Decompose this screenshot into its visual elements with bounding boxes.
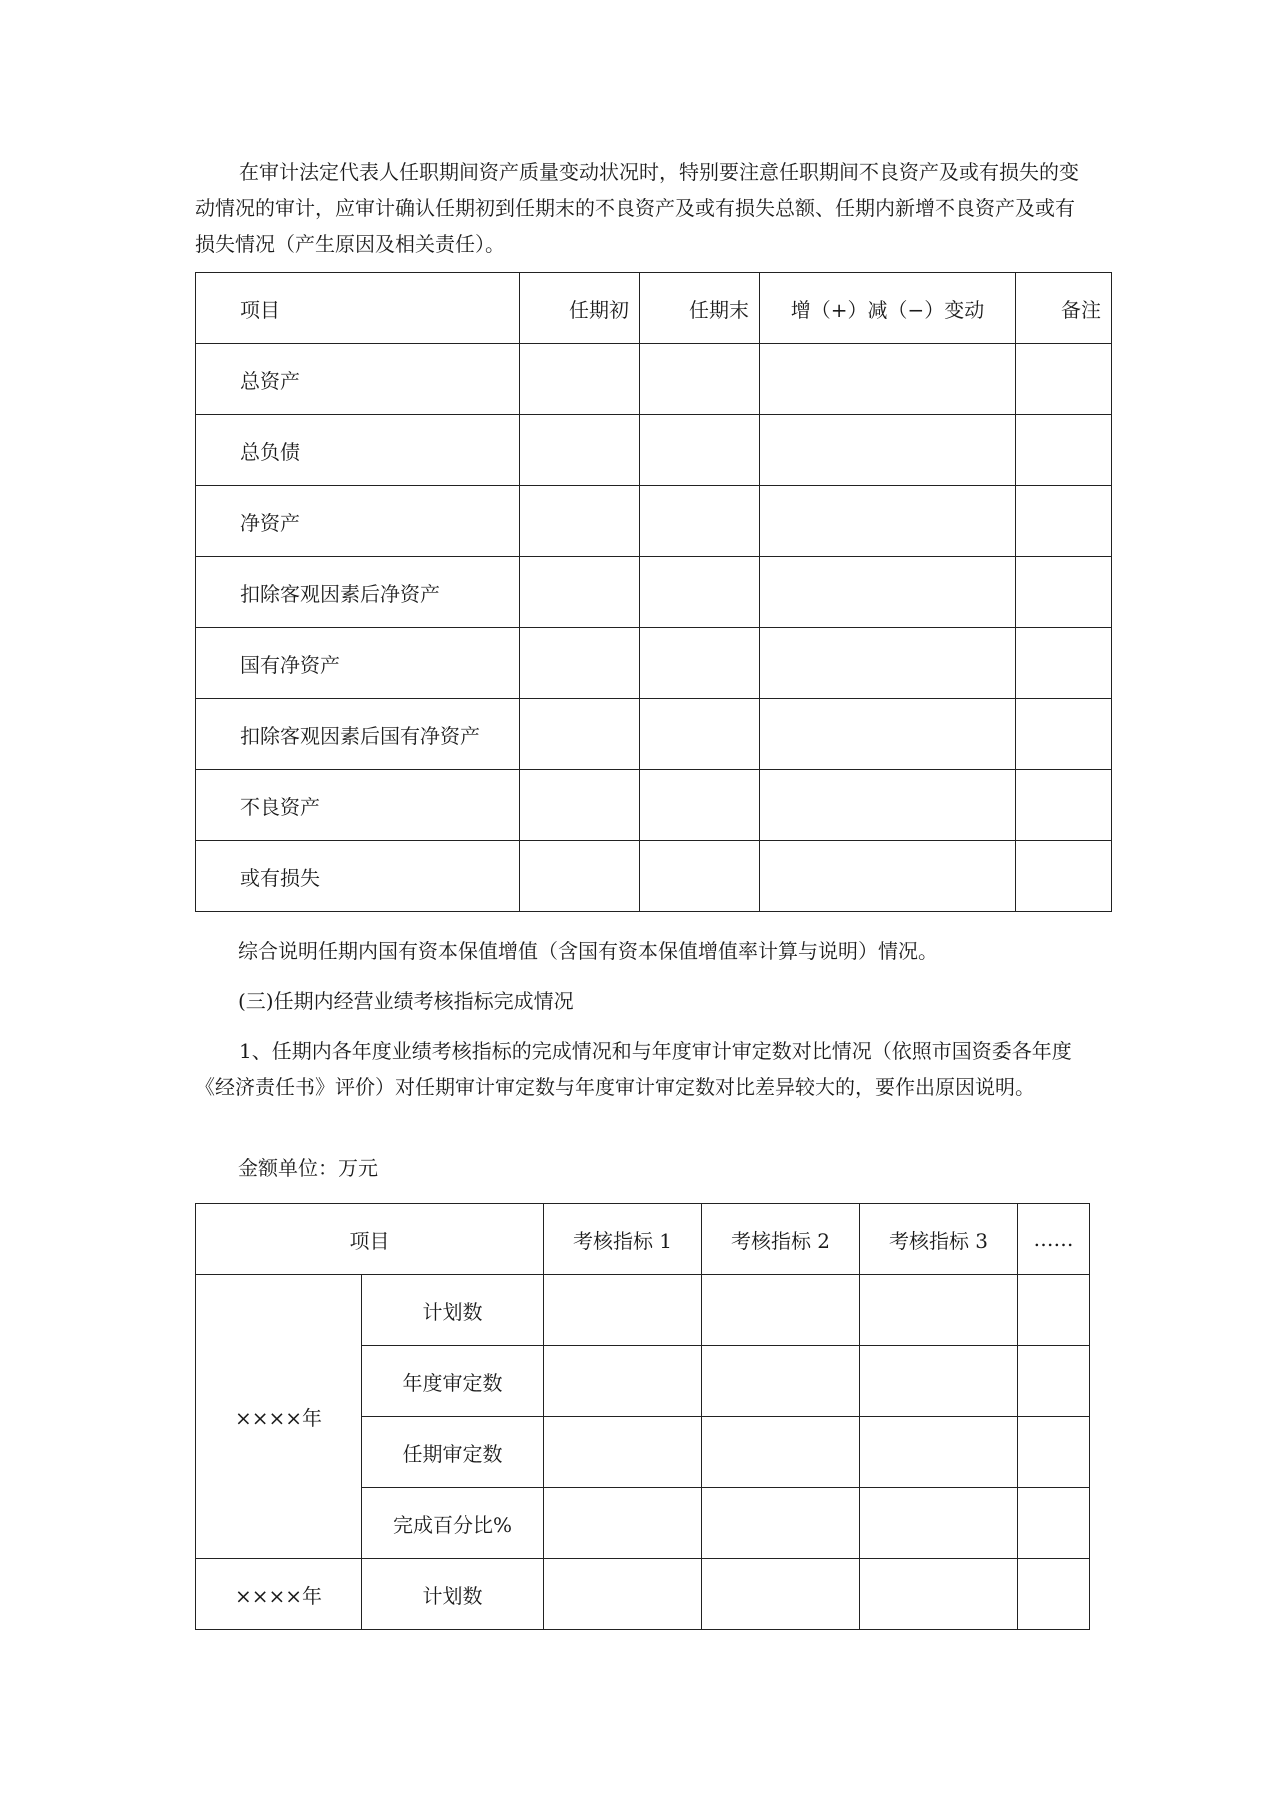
cell [520,344,640,415]
cell [544,1346,702,1417]
cell [1018,1275,1090,1346]
cell [702,1559,860,1630]
cell [640,557,760,628]
table-row [196,770,1112,841]
row-label: 或有损失 [196,841,520,912]
table-header-row [196,1204,1090,1275]
cell [544,1275,702,1346]
header-change: 增（+）减（−）变动 [760,273,1016,344]
cell [640,628,760,699]
header-indicator-1: 考核指标 1 [544,1204,702,1275]
year-label: ××××年 [196,1559,362,1630]
cell [760,770,1016,841]
row-label: 国有净资产 [196,628,520,699]
row-label: 总资产 [196,344,520,415]
cell [1016,770,1112,841]
header-remarks: 备注 [1016,273,1112,344]
table-row [196,415,1112,486]
cell [520,415,640,486]
table-row [196,557,1112,628]
cell [520,628,640,699]
cell [1016,557,1112,628]
cell [640,415,760,486]
year-label: ××××年 [196,1275,362,1559]
cell [1018,1417,1090,1488]
cell [1016,415,1112,486]
intro-paragraph: 在审计法定代表人任职期间资产质量变动状况时，特别要注意任职期间不良资产及或有损失的变动情况的审计，应审计确认任期初到任期末的不良资产及或有损失总额、任期内新增不良资产及或有损失情况（产生原因及相关责任）。 [195,160,1079,256]
header-indicator-2: 考核指标 2 [702,1204,860,1275]
cell [702,1417,860,1488]
cell [702,1488,860,1559]
cell [760,557,1016,628]
cell [860,1559,1018,1630]
cell [760,344,1016,415]
item1-paragraph: 1、任期内各年度业绩考核指标的完成情况和与年度审计审定数对比情况（依照市国资委各年度《经济责任书》评价）对任期审计审定数与年度审计审定数对比差异较大的，要作出原因说明。 [195,1039,1072,1099]
table-row [196,841,1112,912]
cell [1016,699,1112,770]
table-row [196,1559,1090,1630]
cell [1016,841,1112,912]
header-period-end: 任期末 [640,273,760,344]
table-header-row [196,273,1112,344]
header-indicator-3: 考核指标 3 [860,1204,1018,1275]
cell [1018,1559,1090,1630]
row-label: 任期审定数 [362,1417,544,1488]
cell [640,841,760,912]
unit-line: 金额单位：万元 [238,1156,378,1180]
cell [760,841,1016,912]
cell [760,415,1016,486]
cell [1018,1488,1090,1559]
cell [860,1417,1018,1488]
cell [860,1488,1018,1559]
section-heading: (三)任期内经营业绩考核指标完成情况 [238,989,574,1013]
cell [544,1417,702,1488]
cell [1016,344,1112,415]
cell [1016,628,1112,699]
header-period-start: 任期初 [520,273,640,344]
cell [640,486,760,557]
asset-quality-table [195,272,1112,912]
cell [520,841,640,912]
cell [640,770,760,841]
row-label: 不良资产 [196,770,520,841]
header-item: 项目 [196,273,520,344]
cell [760,699,1016,770]
cell [520,486,640,557]
cell [702,1275,860,1346]
header-item: 项目 [196,1204,544,1275]
table-row [196,699,1112,770]
row-label: 计划数 [362,1275,544,1346]
cell [860,1275,1018,1346]
cell [760,628,1016,699]
cell [1018,1346,1090,1417]
row-label: 总负债 [196,415,520,486]
row-label: 年度审定数 [362,1346,544,1417]
cell [520,770,640,841]
header-more: …… [1018,1204,1090,1275]
row-label: 扣除客观因素后国有净资产 [196,699,520,770]
cell [520,557,640,628]
cell [520,699,640,770]
cell [640,344,760,415]
table-row [196,628,1112,699]
row-label: 净资产 [196,486,520,557]
row-label: 扣除客观因素后净资产 [196,557,520,628]
cell [702,1346,860,1417]
row-label: 完成百分比% [362,1488,544,1559]
table-row [196,1275,1090,1346]
cell [544,1559,702,1630]
row-label: 计划数 [362,1559,544,1630]
performance-table [195,1203,1090,1630]
table-row [196,344,1112,415]
cell [544,1488,702,1559]
cell [640,699,760,770]
summary-line: 综合说明任期内国有资本保值增值（含国有资本保值增值率计算与说明）情况。 [238,939,938,963]
table-row [196,486,1112,557]
cell [760,486,1016,557]
cell [1016,486,1112,557]
cell [860,1346,1018,1417]
